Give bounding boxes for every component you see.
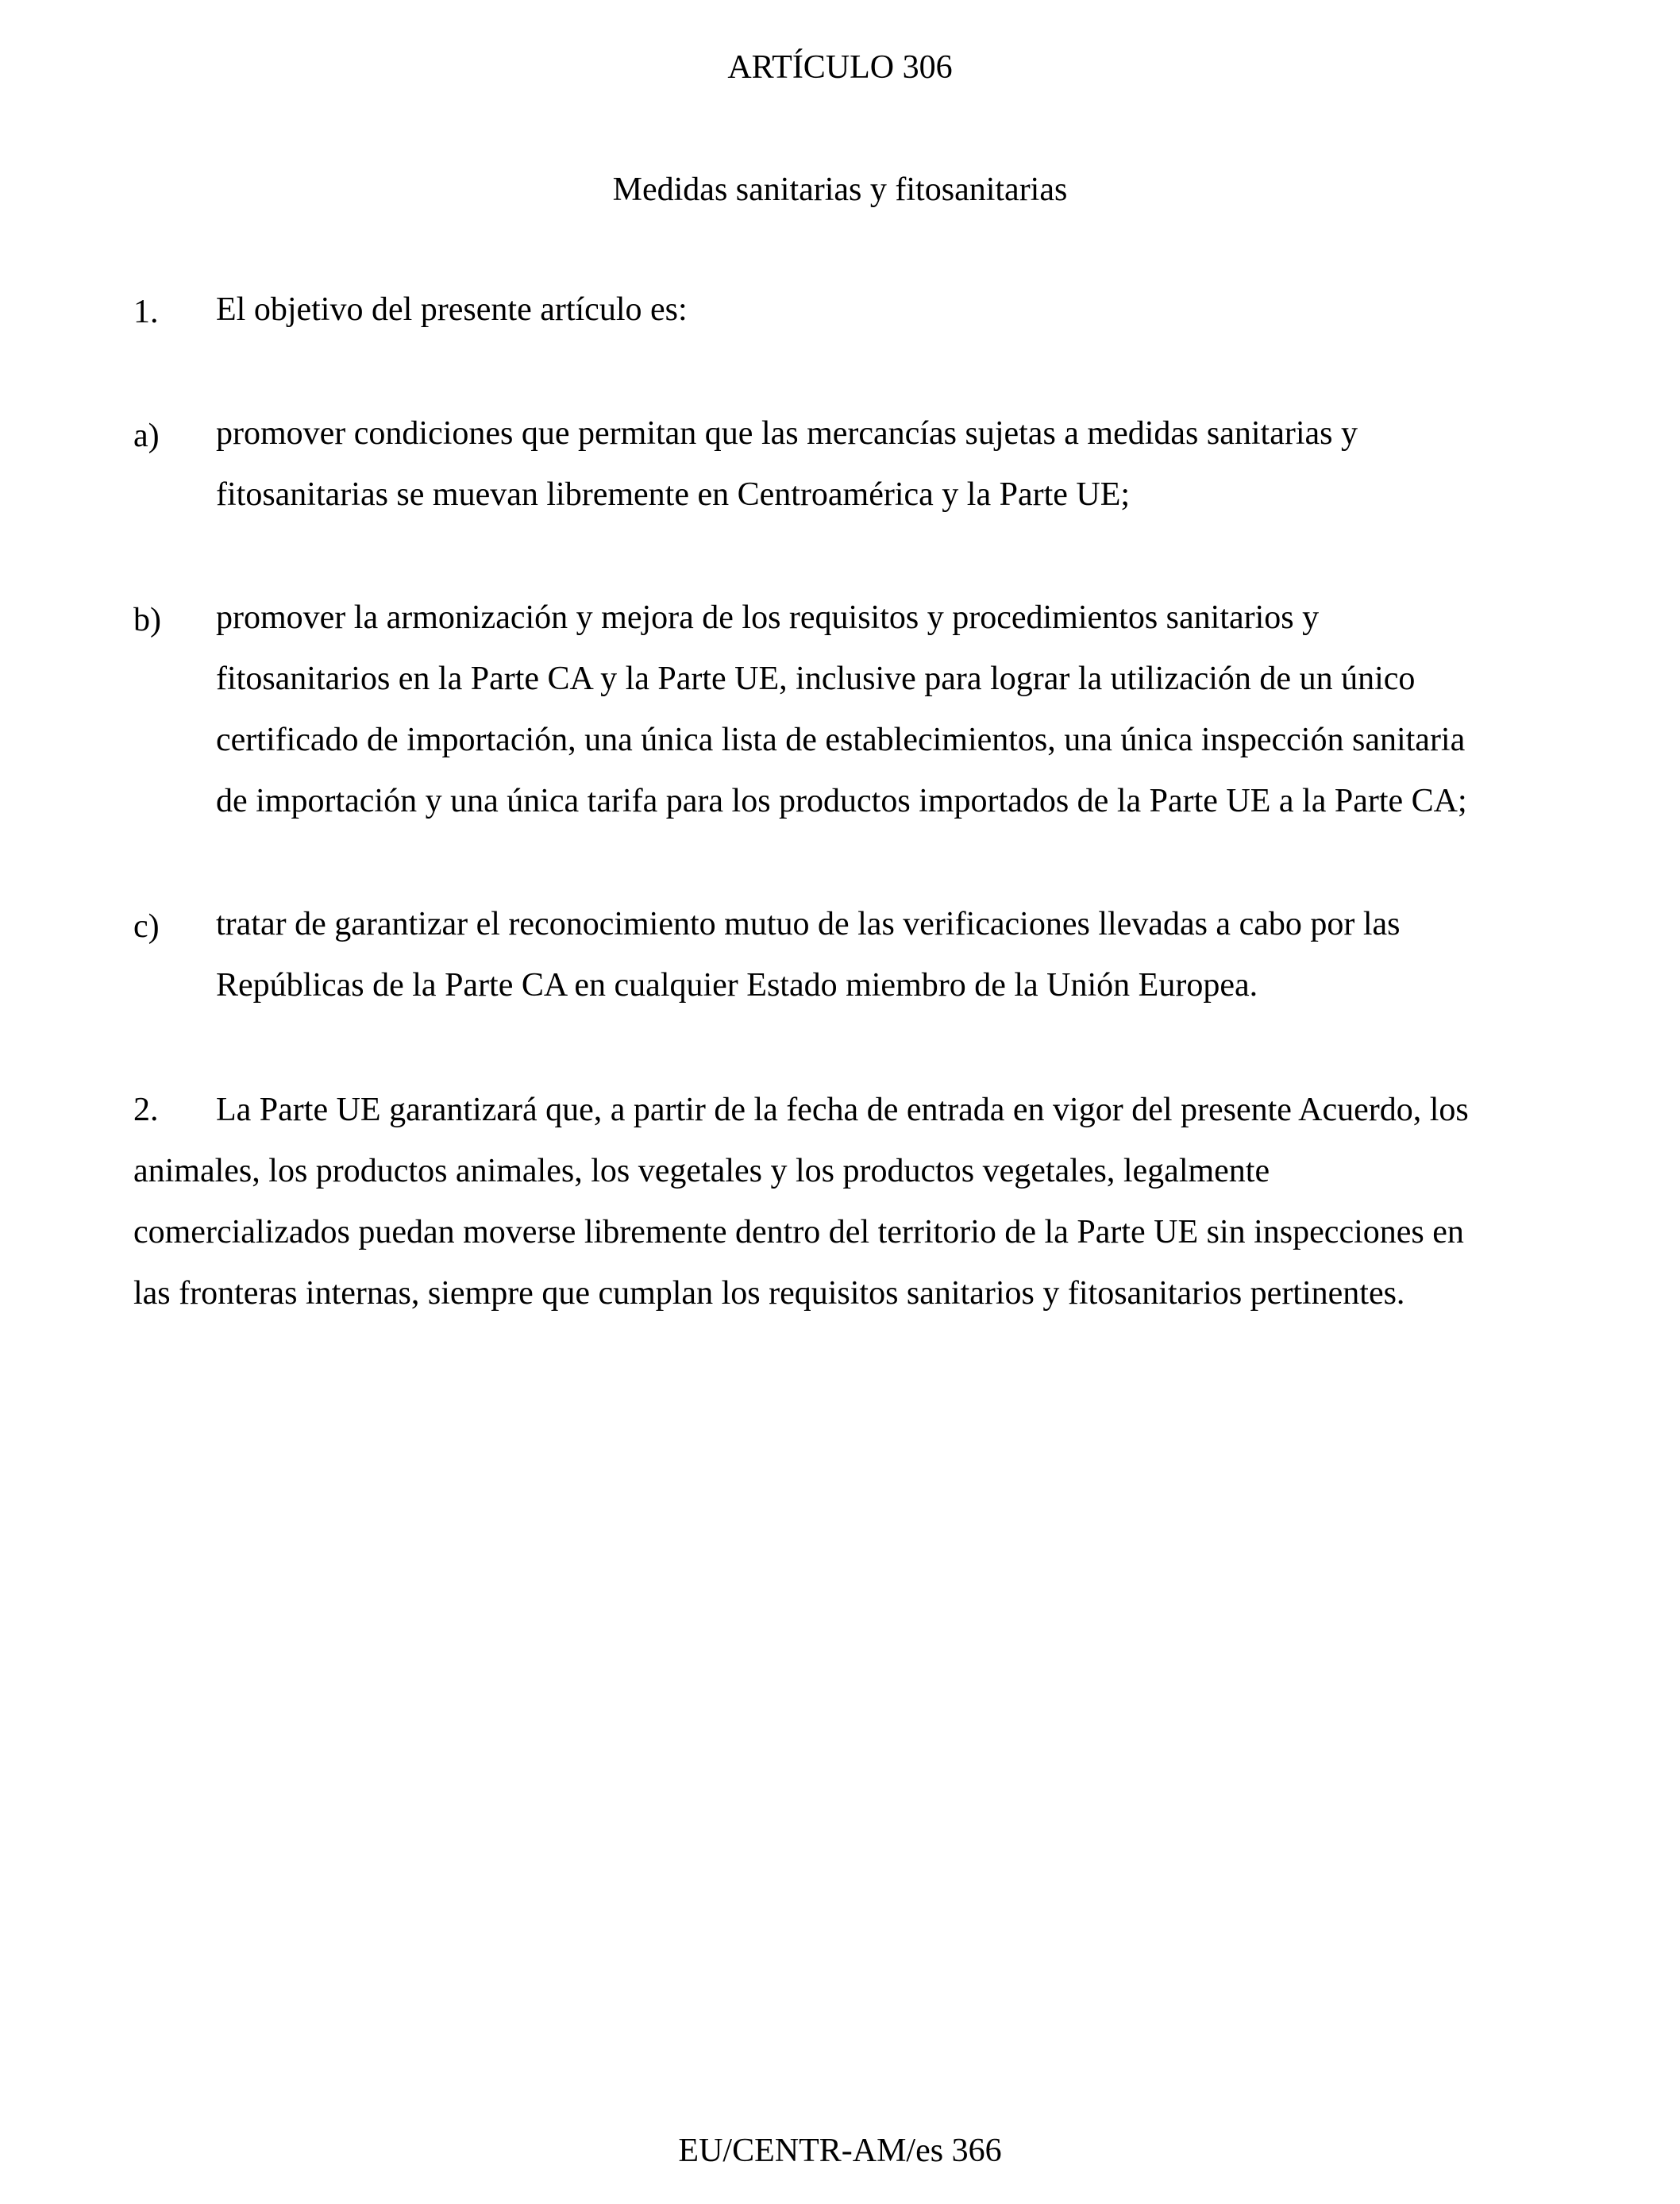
item-a-line-2: fitosanitarias se muevan libremente en Centroamérica y la Parte UE;: [216, 476, 1131, 513]
paragraph-2-number: 2.: [133, 1092, 159, 1128]
item-c-line-1: tratar de garantizar el reconocimiento mutuo de las verificaciones llevadas a cabo por las: [216, 906, 1401, 942]
item-c-text: [216, 894, 1589, 1016]
item-a-line-1: promover condiciones que permitan que las mercancías sujetas a medidas sanitarias y: [216, 415, 1358, 452]
page-footer: EU/CENTR-AM/es 366: [678, 2133, 1002, 2169]
paragraph-1-number: 1.: [133, 294, 159, 330]
item-a-text: [216, 403, 1589, 526]
article-subtitle: Medidas sanitarias y fitosanitarias: [612, 171, 1068, 208]
item-b-line-2: fitosanitarios en la Parte CA y la Parte UE, inclusive para lograr la utilización de un único: [216, 661, 1416, 697]
paragraph-2-line-3: comercializados puedan moverse libremente dentro del territorio de la Parte UE sin inspecciones en: [133, 1214, 1464, 1250]
item-a-marker: a): [133, 418, 160, 454]
paragraph-1-text: [216, 279, 1589, 341]
item-c-line-2: Repúblicas de la Parte CA en cualquier Estado miembro de la Unión Europea.: [216, 967, 1258, 1004]
paragraph-2-line-1: La Parte UE garantizará que, a partir de la fecha de entrada en vigor del presente Acuerdo, los: [216, 1092, 1469, 1128]
article-title: ARTÍCULO 306: [727, 49, 953, 86]
item-b-line-4: de importación y una única tarifa para los productos importados de la Parte UE a la Parte CA;: [216, 783, 1467, 819]
item-c-marker: c): [133, 908, 160, 945]
paragraph-2-line-4: las fronteras internas, siempre que cumplan los requisitos sanitarios y fitosanitarios pertinentes.: [133, 1275, 1405, 1312]
paragraph-1-line: El objetivo del presente artículo es:: [216, 291, 688, 328]
item-b-line-1: promover la armonización y mejora de los requisitos y procedimientos sanitarios y: [216, 599, 1320, 636]
paragraph-2: [133, 1080, 1562, 1324]
item-b-marker: b): [133, 602, 161, 638]
paragraph-2-line-2: animales, los productos animales, los vegetales y los productos vegetales, legalmente: [133, 1153, 1270, 1189]
item-b-line-3: certificado de importación, una única lista de establecimientos, una única inspección sanitaria: [216, 722, 1466, 758]
paragraph-2-first-line: [133, 1080, 1562, 1141]
item-b-text: [216, 588, 1589, 832]
